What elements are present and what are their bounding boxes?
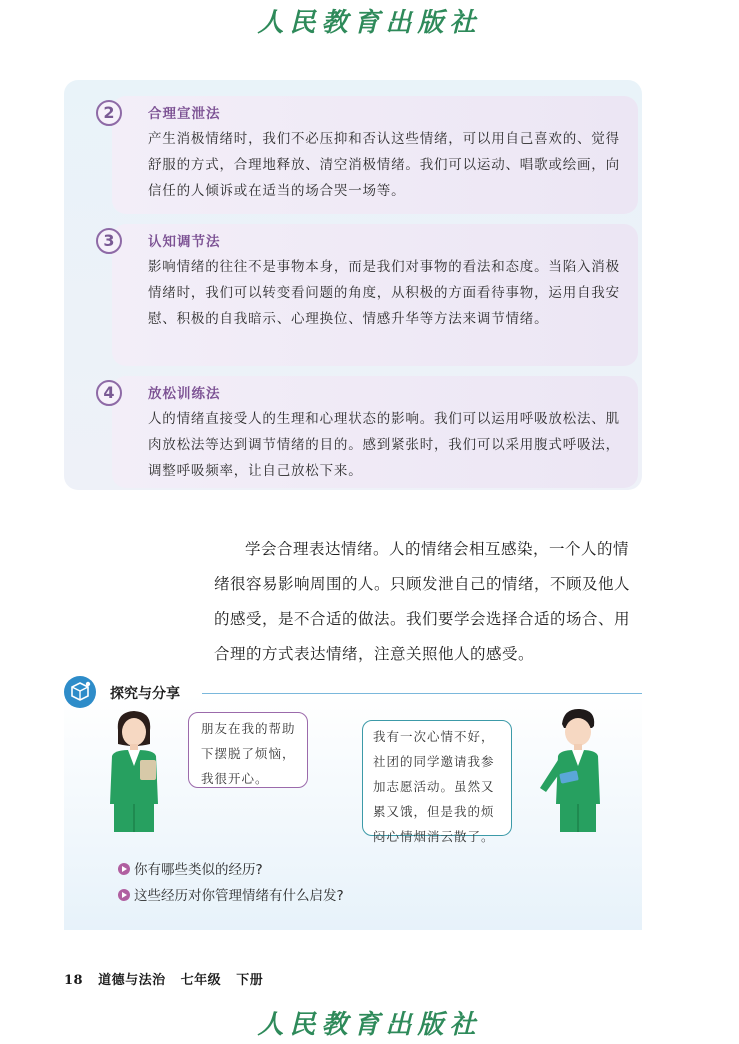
method-number-2: 2 bbox=[96, 100, 122, 126]
emotion-methods-panel bbox=[64, 80, 642, 490]
method-card-4 bbox=[103, 376, 638, 488]
question-2 bbox=[118, 884, 344, 904]
body-paragraph: 学会合理表达情绪。人的情绪会相互感染，一个人的情绪很容易影响周围的人。只顾发泄自己的情绪，不顾及他人的感受，是不合适的做法。我们要学会选择合适的场合、用合理的方式表达情绪，注意关照他人的感受。 bbox=[214, 540, 631, 663]
method-title-2: 合理宣泄法 bbox=[148, 106, 221, 122]
footer-subject: 道德与法治 bbox=[98, 973, 166, 988]
method-title-4: 放松训练法 bbox=[148, 386, 221, 402]
play-bullet-icon bbox=[118, 889, 130, 901]
method-card-2 bbox=[103, 96, 638, 214]
play-bullet-icon bbox=[118, 863, 130, 875]
method-number-4: 4 bbox=[96, 380, 122, 406]
question-1 bbox=[118, 858, 263, 878]
explore-title: 探究与分享 bbox=[110, 686, 180, 702]
speech-bubble-boy: 我有一次心情不好，社团的同学邀请我参加志愿活动。虽然又累又饿，但是我的烦闷心情烟消云散了。 bbox=[362, 720, 512, 836]
method-card-3 bbox=[103, 224, 638, 366]
explore-divider bbox=[202, 693, 642, 694]
method-number-3: 3 bbox=[96, 228, 122, 254]
girl-student-illustration bbox=[100, 708, 170, 832]
speech-bubble-girl: 朋友在我的帮助下摆脱了烦恼，我很开心。 bbox=[188, 712, 308, 788]
cube-network-icon bbox=[64, 676, 96, 708]
publisher-footer: 人民教育出版社 bbox=[257, 1010, 482, 1040]
method-body-3: 影响情绪的往往不是事物本身，而是我们对事物的看法和态度。当陷入消极情绪时，我们可以转变看问题的角度，从积极的方面看待事物，运用自我安慰、积极的自我暗示、心理换位、情感升华等方法来调节情绪。 bbox=[148, 259, 620, 327]
publisher-header: 人民教育出版社 bbox=[257, 8, 482, 38]
method-body-2: 产生消极情绪时，我们不必压抑和否认这些情绪，可以用自己喜欢的、觉得舒服的方式，合理地释放、清空消极情绪。我们可以运动、唱歌或绘画，向信任的人倾诉或在适当的场合哭一场等。 bbox=[148, 131, 620, 199]
footer-grade: 七年级 bbox=[180, 973, 222, 988]
question-1-text: 你有哪些类似的经历? bbox=[134, 862, 263, 878]
page-number: 18 bbox=[64, 973, 84, 988]
question-2-text: 这些经历对你管理情绪有什么启发? bbox=[134, 888, 344, 904]
footer-volume: 下册 bbox=[236, 973, 264, 988]
boy-student-illustration bbox=[538, 706, 614, 832]
page-footer bbox=[64, 969, 273, 988]
method-title-3: 认知调节法 bbox=[148, 234, 221, 250]
method-body-4: 人的情绪直接受人的生理和心理状态的影响。我们可以运用呼吸放松法、肌肉放松法等达到调节情绪的目的。感到紧张时，我们可以采用腹式呼吸法，调整呼吸频率，让自己放松下来。 bbox=[148, 411, 620, 479]
